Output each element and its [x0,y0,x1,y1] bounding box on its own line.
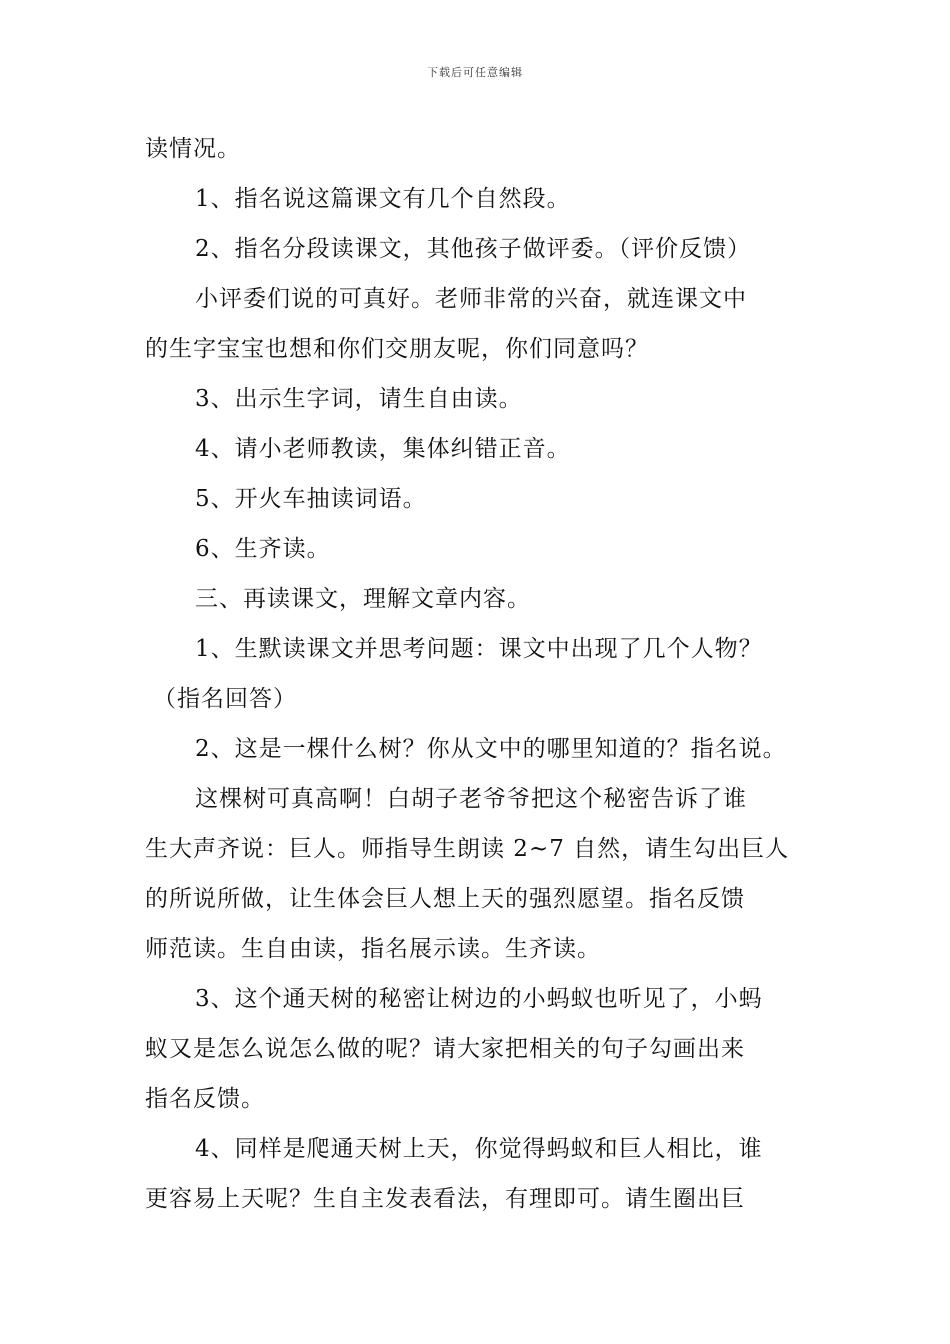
paragraph-line: 的所说所做，让生体会巨人想上天的强烈愿望。指名反馈 [145,886,745,912]
paragraph-line: 蚁又是怎么说怎么做的呢？请大家把相关的句子勾画出来 [145,1036,745,1062]
paragraph-line: 的生字宝宝也想和你们交朋友呢，你们同意吗？ [145,336,649,362]
paragraph-line: 4、同样是爬通天树上天，你觉得蚂蚁和巨人相比，谁 [195,1136,763,1162]
paragraph-line: 生大声齐说：巨人。师指导生朗读 2~7 自然，请生勾出巨人 [145,836,790,862]
paragraph-line: 师范读。生自由读，指名展示读。生齐读。 [145,936,601,962]
paragraph-line: 小评委们说的可真好。老师非常的兴奋，就连课文中 [195,286,747,312]
paragraph-line: 这棵树可真高啊！白胡子老爷爷把这个秘密告诉了谁 [195,786,747,812]
paragraph-line: 3、出示生字词，请生自由读。 [195,386,523,412]
paragraph-line: 指名反馈。 [145,1086,265,1112]
paragraph-line: 更容易上天呢？生自主发表看法，有理即可。请生圈出巨 [145,1186,745,1212]
paragraph-line: 2、这是一棵什么树？你从文中的哪里知道的？指名说。 [195,736,787,762]
paragraph-line: 6、生齐读。 [195,536,331,562]
paragraph-line: 读情况。 [145,136,241,162]
page-header: 下载后可任意编辑 [427,66,523,79]
body-text [145,124,810,1224]
paragraph-line: 4、请小老师教读，集体纠错正音。 [195,436,571,462]
paragraph-line: （指名回答） [153,686,297,712]
paragraph-line: 1、生默读课文并思考问题：课文中出现了几个人物？ [195,636,763,662]
paragraph-line: 3、这个通天树的秘密让树边的小蚂蚁也听见了，小蚂 [195,986,763,1012]
section-heading-line: 三、再读课文，理解文章内容。 [195,586,531,612]
paragraph-line: 2、指名分段读课文，其他孩子做评委。（评价反馈） [195,236,752,262]
paragraph-line: 1、指名说这篇课文有几个自然段。 [195,186,571,212]
paragraph-line: 5、开火车抽读词语。 [195,486,427,512]
